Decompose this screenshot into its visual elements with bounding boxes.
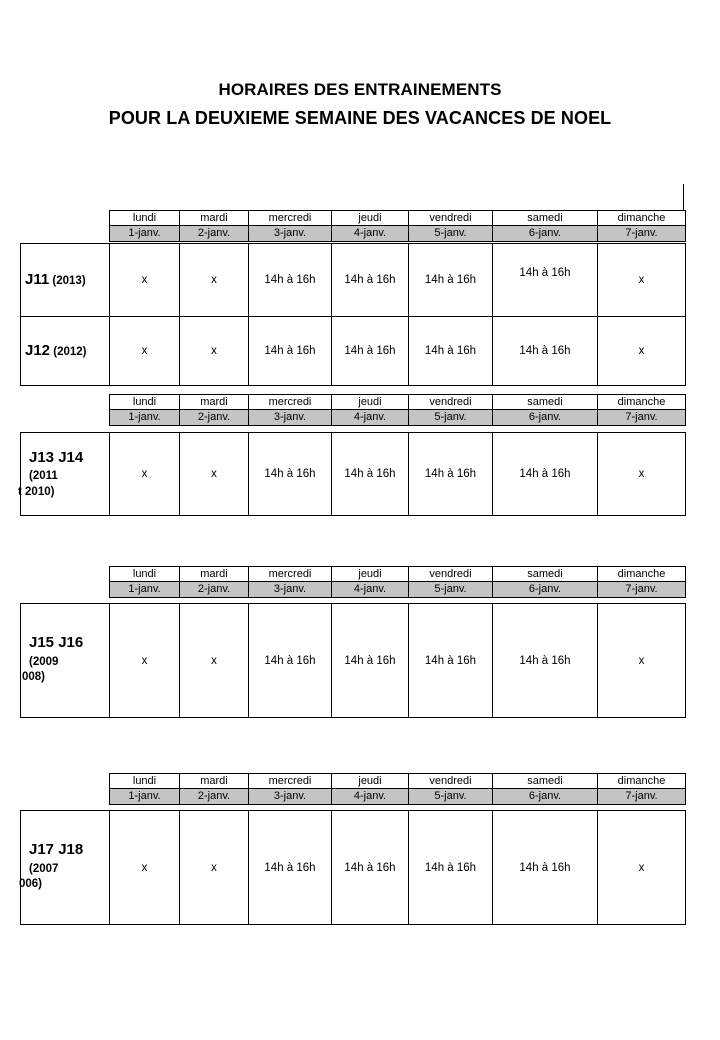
- schedule-cell: x: [180, 604, 249, 718]
- schedule-cell: x: [110, 604, 180, 718]
- group-name: J12: [25, 341, 51, 359]
- day-header: lundi: [110, 774, 180, 789]
- date-header: 5-janv.: [409, 789, 493, 805]
- day-header: jeudi: [332, 211, 409, 226]
- schedule-cell: x: [598, 433, 686, 516]
- schedule-cell: 14h à 16h: [249, 811, 332, 925]
- day-header: jeudi: [332, 567, 409, 582]
- day-header: mercredi: [249, 567, 332, 582]
- group-years: (2011: [29, 470, 58, 482]
- schedule-cell: x: [110, 244, 180, 317]
- schedule-body-3: [20, 603, 686, 718]
- schedule-body-4: [20, 810, 686, 925]
- schedule-cell: 14h à 16h: [332, 604, 409, 718]
- divider-line: [683, 184, 684, 210]
- day-header: vendredi: [409, 211, 493, 226]
- day-header: jeudi: [332, 774, 409, 789]
- schedule-cell: 14h à 16h: [409, 317, 493, 386]
- schedule-cell: 14h à 16h: [493, 317, 598, 386]
- group-years: 006): [19, 878, 43, 890]
- date-header: 4-janv.: [332, 410, 409, 426]
- schedule-cell: 14h à 16h: [332, 244, 409, 317]
- day-header: jeudi: [332, 395, 409, 410]
- group-name: J13 J14: [29, 449, 84, 466]
- date-header: 2-janv.: [180, 789, 249, 805]
- day-header: mardi: [180, 774, 249, 789]
- day-header: vendredi: [409, 774, 493, 789]
- schedule-cell: 14h à 16h: [409, 604, 493, 718]
- date-header: 7-janv.: [598, 410, 686, 426]
- date-header: 1-janv.: [110, 410, 180, 426]
- date-header: 3-janv.: [249, 582, 332, 598]
- group-label-j12: [21, 317, 110, 386]
- schedule-cell: 14h à 16h: [493, 811, 598, 925]
- day-header: vendredi: [409, 395, 493, 410]
- day-header: samedi: [493, 567, 598, 582]
- schedule-body-1: [20, 243, 686, 386]
- schedule-cell: 14h à 16h: [409, 811, 493, 925]
- group-name: J11: [25, 270, 50, 288]
- date-header: 2-janv.: [180, 582, 249, 598]
- schedule-cell: x: [598, 604, 686, 718]
- date-header: 5-janv.: [409, 226, 493, 242]
- schedule-cell: x: [180, 317, 249, 386]
- schedule-cell: 14h à 16h: [332, 317, 409, 386]
- schedule-cell: 14h à 16h: [409, 244, 493, 317]
- schedule-cell: 14h à 16h: [493, 244, 598, 317]
- schedule-cell: 14h à 16h: [249, 604, 332, 718]
- schedule-cell: 14h à 16h: [249, 317, 332, 386]
- date-header: 1-janv.: [110, 582, 180, 598]
- schedule-header-1: [109, 210, 686, 242]
- group-years: (2009: [29, 656, 59, 668]
- date-header: 7-janv.: [598, 789, 686, 805]
- schedule-body-2: [20, 432, 686, 516]
- day-header: vendredi: [409, 567, 493, 582]
- group-years: (2012): [53, 345, 87, 358]
- page-subtitle: POUR LA DEUXIEME SEMAINE DES VACANCES DE NOEL: [108, 108, 612, 128]
- schedule-cell: 14h à 16h: [332, 811, 409, 925]
- group-label-j17-j18: [21, 811, 110, 925]
- date-header: 1-janv.: [110, 789, 180, 805]
- schedule-cell: 14h à 16h: [493, 433, 598, 516]
- group-years: (2013): [52, 274, 86, 287]
- schedule-cell: x: [110, 811, 180, 925]
- day-header: dimanche: [598, 211, 686, 226]
- group-label-j13-j14: [18, 433, 110, 516]
- date-header: 6-janv.: [493, 789, 598, 805]
- date-header: 2-janv.: [180, 226, 249, 242]
- schedule-cell: x: [598, 811, 686, 925]
- date-header: 5-janv.: [409, 410, 493, 426]
- date-header: 3-janv.: [249, 789, 332, 805]
- day-header: mercredi: [249, 211, 332, 226]
- schedule-cell: x: [598, 317, 686, 386]
- date-header: 2-janv.: [180, 410, 249, 426]
- day-header: lundi: [110, 567, 180, 582]
- day-header: samedi: [493, 395, 598, 410]
- day-header: dimanche: [598, 395, 686, 410]
- date-header: 4-janv.: [332, 226, 409, 242]
- date-header: 7-janv.: [598, 582, 686, 598]
- date-header: 3-janv.: [249, 226, 332, 242]
- schedule-header-2: [109, 394, 686, 426]
- schedule-cell: x: [598, 244, 686, 317]
- schedule-cell: x: [110, 317, 180, 386]
- day-header: samedi: [493, 774, 598, 789]
- schedule-cell: x: [180, 244, 249, 317]
- page-title: HORAIRES DES ENTRAINEMENTS: [218, 80, 502, 99]
- day-header: lundi: [110, 395, 180, 410]
- group-label-j11: [21, 244, 110, 317]
- date-header: 5-janv.: [409, 582, 493, 598]
- date-header: 4-janv.: [332, 582, 409, 598]
- group-years: t 2010): [18, 486, 55, 498]
- date-header: 4-janv.: [332, 789, 409, 805]
- date-header: 7-janv.: [598, 226, 686, 242]
- group-name: J15 J16: [29, 634, 84, 651]
- date-header: 6-janv.: [493, 410, 598, 426]
- day-header: samedi: [493, 211, 598, 226]
- day-header: dimanche: [598, 774, 686, 789]
- schedule-cell: 14h à 16h: [409, 433, 493, 516]
- day-header: lundi: [110, 211, 180, 226]
- day-header: mardi: [180, 567, 249, 582]
- schedule-cell: x: [180, 811, 249, 925]
- schedule-header-3: [109, 566, 686, 598]
- schedule-cell: 14h à 16h: [249, 244, 332, 317]
- schedule-header-4: [109, 773, 686, 805]
- day-header: mardi: [180, 211, 249, 226]
- schedule-cell: x: [180, 433, 249, 516]
- date-header: 1-janv.: [110, 226, 180, 242]
- group-years: (2007: [29, 863, 59, 875]
- date-header: 6-janv.: [493, 582, 598, 598]
- date-header: 3-janv.: [249, 410, 332, 426]
- day-header: dimanche: [598, 567, 686, 582]
- schedule-cell: 14h à 16h: [493, 604, 598, 718]
- day-header: mercredi: [249, 395, 332, 410]
- day-header: mardi: [180, 395, 249, 410]
- group-years: 008): [22, 671, 46, 683]
- schedule-cell: x: [110, 433, 180, 516]
- schedule-cell: 14h à 16h: [332, 433, 409, 516]
- group-name: J17 J18: [29, 841, 84, 858]
- date-header: 6-janv.: [493, 226, 598, 242]
- schedule-cell: 14h à 16h: [249, 433, 332, 516]
- day-header: mercredi: [249, 774, 332, 789]
- group-label-j15-j16: [21, 604, 110, 718]
